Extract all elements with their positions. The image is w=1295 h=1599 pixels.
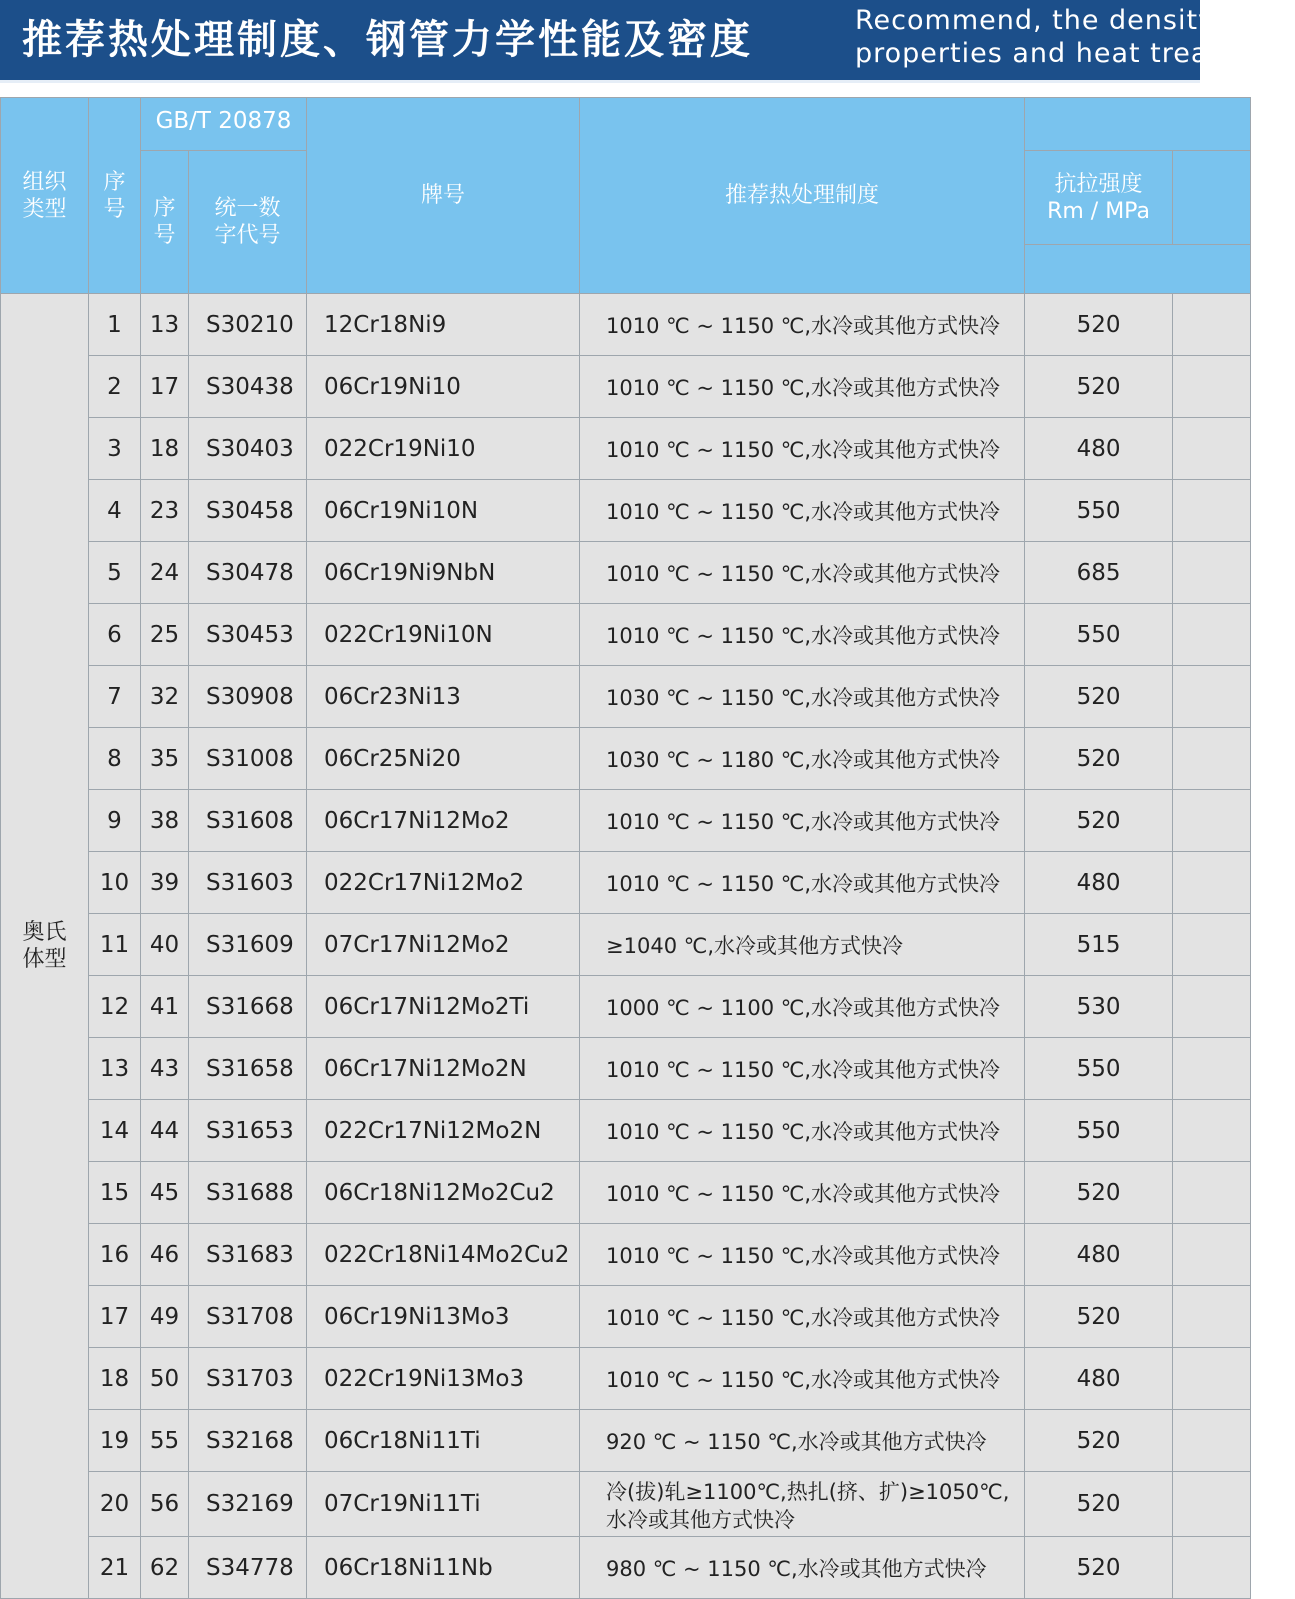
cell-seq: 2: [89, 356, 141, 418]
cell-seq: 5: [89, 542, 141, 604]
cell-unified-code: S31668: [189, 976, 307, 1038]
cell-seq: 4: [89, 480, 141, 542]
cell-seq: 20: [89, 1472, 141, 1537]
cell-std-seq: 44: [141, 1100, 189, 1162]
header-grade: 牌号: [307, 98, 580, 294]
cell-grade: 06Cr17Ni12Mo2: [307, 790, 580, 852]
cell-tensile-strength: 480: [1025, 1224, 1173, 1286]
cell-std-seq: 46: [141, 1224, 189, 1286]
table-row: [1, 1348, 1251, 1410]
cell-next-property: [1173, 356, 1251, 418]
cell-heat-treatment: 1010 ℃ ~ 1150 ℃,水冷或其他方式快冷: [580, 852, 1025, 914]
table-row: [1, 728, 1251, 790]
header-unit-row: [1025, 245, 1251, 294]
header-std-seq: 序号: [141, 151, 189, 294]
cell-unified-code: S30210: [189, 294, 307, 356]
cell-heat-treatment: 1010 ℃ ~ 1150 ℃,水冷或其他方式快冷: [580, 418, 1025, 480]
cell-next-property: [1173, 542, 1251, 604]
cell-unified-code: S30438: [189, 356, 307, 418]
cell-seq: 11: [89, 914, 141, 976]
cell-tensile-strength: 520: [1025, 356, 1173, 418]
cell-next-property: [1173, 1224, 1251, 1286]
cell-grade: 12Cr18Ni9: [307, 294, 580, 356]
header-heat-treatment: 推荐热处理制度: [580, 98, 1025, 294]
cell-tensile-strength: 520: [1025, 666, 1173, 728]
table-row: [1, 1537, 1251, 1599]
cell-std-seq: 41: [141, 976, 189, 1038]
header-standard: GB/T 20878: [141, 98, 307, 151]
header-tensile-strength: 抗拉强度 Rm / MPa: [1025, 151, 1173, 245]
cell-tensile-strength: 550: [1025, 604, 1173, 666]
cell-tensile-strength: 520: [1025, 1162, 1173, 1224]
table-row: [1, 1100, 1251, 1162]
cell-seq: 16: [89, 1224, 141, 1286]
cell-heat-treatment: 1010 ℃ ~ 1150 ℃,水冷或其他方式快冷: [580, 542, 1025, 604]
cell-grade: 06Cr19Ni10: [307, 356, 580, 418]
table-row: [1, 914, 1251, 976]
cell-grade: 06Cr23Ni13: [307, 666, 580, 728]
table-row: [1, 356, 1251, 418]
cell-grade: 06Cr18Ni11Ti: [307, 1410, 580, 1472]
cell-tensile-strength: 520: [1025, 790, 1173, 852]
cell-tensile-strength: 520: [1025, 1537, 1173, 1599]
cell-unified-code: S31703: [189, 1348, 307, 1410]
cell-grade: 022Cr18Ni14Mo2Cu2: [307, 1224, 580, 1286]
cell-seq: 17: [89, 1286, 141, 1348]
cell-tensile-strength: 520: [1025, 1286, 1173, 1348]
cell-seq: 9: [89, 790, 141, 852]
cell-tensile-strength: 520: [1025, 1472, 1173, 1537]
cell-std-seq: 17: [141, 356, 189, 418]
cell-next-property: [1173, 1286, 1251, 1348]
banner-title-en: [855, 4, 1295, 70]
cell-tensile-strength: 520: [1025, 728, 1173, 790]
cell-heat-treatment: 1010 ℃ ~ 1150 ℃,水冷或其他方式快冷: [580, 1162, 1025, 1224]
cell-tensile-strength: 480: [1025, 418, 1173, 480]
cell-std-seq: 35: [141, 728, 189, 790]
cell-heat-treatment: 1000 ℃ ~ 1100 ℃,水冷或其他方式快冷: [580, 976, 1025, 1038]
cell-seq: 3: [89, 418, 141, 480]
cell-heat-treatment: ≥1040 ℃,水冷或其他方式快冷: [580, 914, 1025, 976]
cell-std-seq: 23: [141, 480, 189, 542]
banner-title-en-line1: Recommend, the density: [855, 5, 1216, 36]
cell-unified-code: S31708: [189, 1286, 307, 1348]
cell-heat-treatment: 920 ℃ ~ 1150 ℃,水冷或其他方式快冷: [580, 1410, 1025, 1472]
cell-std-seq: 13: [141, 294, 189, 356]
cell-tensile-strength: 515: [1025, 914, 1173, 976]
cell-heat-treatment: 1030 ℃ ~ 1180 ℃,水冷或其他方式快冷: [580, 728, 1025, 790]
cell-seq: 18: [89, 1348, 141, 1410]
table-row: [1, 976, 1251, 1038]
cell-unified-code: S31008: [189, 728, 307, 790]
cell-unified-code: S34778: [189, 1537, 307, 1599]
cell-grade: 06Cr18Ni12Mo2Cu2: [307, 1162, 580, 1224]
header-seq: 序号: [89, 98, 141, 294]
cell-unified-code: S31658: [189, 1038, 307, 1100]
table-row: [1, 1224, 1251, 1286]
cell-tensile-strength: 550: [1025, 1100, 1173, 1162]
cell-grade: 022Cr17Ni12Mo2: [307, 852, 580, 914]
cell-next-property: [1173, 852, 1251, 914]
cell-next-property: [1173, 1100, 1251, 1162]
cell-heat-treatment: 1010 ℃ ~ 1150 ℃,水冷或其他方式快冷: [580, 790, 1025, 852]
cell-tensile-strength: 480: [1025, 1348, 1173, 1410]
table-body: [1, 294, 1251, 1599]
cell-seq: 6: [89, 604, 141, 666]
cell-grade: 06Cr19Ni13Mo3: [307, 1286, 580, 1348]
table-row: [1, 1410, 1251, 1472]
cell-grade: 06Cr19Ni9NbN: [307, 542, 580, 604]
cell-heat-treatment: 冷(拔)轧≥1100℃,热扎(挤、扩)≥1050℃,水冷或其他方式快冷: [580, 1472, 1025, 1537]
table-row: [1, 852, 1251, 914]
cell-std-seq: 39: [141, 852, 189, 914]
cell-heat-treatment: 1010 ℃ ~ 1150 ℃,水冷或其他方式快冷: [580, 1348, 1025, 1410]
banner-divider: [0, 80, 1200, 83]
cell-heat-treatment: 1010 ℃ ~ 1150 ℃,水冷或其他方式快冷: [580, 294, 1025, 356]
cell-next-property: [1173, 1472, 1251, 1537]
properties-table: [0, 97, 1251, 1599]
cell-std-seq: 56: [141, 1472, 189, 1537]
cell-seq: 12: [89, 976, 141, 1038]
cell-grade: 022Cr19Ni10N: [307, 604, 580, 666]
cell-next-property: [1173, 294, 1251, 356]
cell-std-seq: 43: [141, 1038, 189, 1100]
cell-grade: 022Cr19Ni10: [307, 418, 580, 480]
cell-next-property: [1173, 604, 1251, 666]
page-banner: [0, 0, 1295, 80]
cell-heat-treatment: 1010 ℃ ~ 1150 ℃,水冷或其他方式快冷: [580, 480, 1025, 542]
cell-grade: 06Cr17Ni12Mo2Ti: [307, 976, 580, 1038]
cell-grade: 06Cr25Ni20: [307, 728, 580, 790]
cell-grade: 06Cr19Ni10N: [307, 480, 580, 542]
table-row: [1, 294, 1251, 356]
cell-std-seq: 18: [141, 418, 189, 480]
cell-seq: 14: [89, 1100, 141, 1162]
cell-std-seq: 24: [141, 542, 189, 604]
table-row: [1, 1472, 1251, 1537]
header-unified-code: 统一数字代号: [189, 151, 307, 294]
cell-heat-treatment: 1010 ℃ ~ 1150 ℃,水冷或其他方式快冷: [580, 356, 1025, 418]
cell-seq: 15: [89, 1162, 141, 1224]
table-row: [1, 604, 1251, 666]
cell-tensile-strength: 550: [1025, 480, 1173, 542]
cell-std-seq: 55: [141, 1410, 189, 1472]
cell-seq: 21: [89, 1537, 141, 1599]
properties-table-wrapper: [0, 97, 1200, 1581]
cell-seq: 19: [89, 1410, 141, 1472]
cell-heat-treatment: 1010 ℃ ~ 1150 ℃,水冷或其他方式快冷: [580, 1038, 1025, 1100]
cell-next-property: [1173, 666, 1251, 728]
cell-tensile-strength: 520: [1025, 1410, 1173, 1472]
cell-unified-code: S30908: [189, 666, 307, 728]
cell-unified-code: S31603: [189, 852, 307, 914]
cell-std-seq: 38: [141, 790, 189, 852]
cell-unified-code: S30403: [189, 418, 307, 480]
cell-unified-code: S30478: [189, 542, 307, 604]
cell-unified-code: S30458: [189, 480, 307, 542]
cell-next-property: [1173, 790, 1251, 852]
cell-std-seq: 50: [141, 1348, 189, 1410]
cell-std-seq: 45: [141, 1162, 189, 1224]
cell-next-property: [1173, 1162, 1251, 1224]
cell-unified-code: S31688: [189, 1162, 307, 1224]
cell-tensile-strength: 520: [1025, 294, 1173, 356]
table-row: [1, 790, 1251, 852]
cell-heat-treatment: 1010 ℃ ~ 1150 ℃,水冷或其他方式快冷: [580, 1100, 1025, 1162]
table-row: [1, 418, 1251, 480]
cell-unified-code: S31608: [189, 790, 307, 852]
cell-heat-treatment: 980 ℃ ~ 1150 ℃,水冷或其他方式快冷: [580, 1537, 1025, 1599]
cell-unified-code: S31653: [189, 1100, 307, 1162]
cell-seq: 10: [89, 852, 141, 914]
table-row: [1, 1162, 1251, 1224]
cell-tensile-strength: 530: [1025, 976, 1173, 1038]
cell-unified-code: S32169: [189, 1472, 307, 1537]
cell-heat-treatment: 1010 ℃ ~ 1150 ℃,水冷或其他方式快冷: [580, 1224, 1025, 1286]
cell-next-property: [1173, 480, 1251, 542]
cell-tensile-strength: 550: [1025, 1038, 1173, 1100]
table-row: [1, 666, 1251, 728]
header-structure-type: 组织类型: [1, 98, 89, 294]
cell-std-seq: 62: [141, 1537, 189, 1599]
cell-heat-treatment: 1030 ℃ ~ 1150 ℃,水冷或其他方式快冷: [580, 666, 1025, 728]
group-label-austenitic: 奥氏体型: [1, 294, 89, 1599]
cell-seq: 1: [89, 294, 141, 356]
cell-next-property: [1173, 914, 1251, 976]
header-mechanical-group: [1025, 98, 1251, 151]
cell-std-seq: 32: [141, 666, 189, 728]
cell-tensile-strength: 480: [1025, 852, 1173, 914]
cell-seq: 13: [89, 1038, 141, 1100]
cell-next-property: [1173, 976, 1251, 1038]
cell-seq: 8: [89, 728, 141, 790]
table-row: [1, 542, 1251, 604]
cell-std-seq: 25: [141, 604, 189, 666]
cell-grade: 07Cr19Ni11Ti: [307, 1472, 580, 1537]
cell-grade: 022Cr19Ni13Mo3: [307, 1348, 580, 1410]
cell-unified-code: S31683: [189, 1224, 307, 1286]
cell-unified-code: S32168: [189, 1410, 307, 1472]
cell-tensile-strength: 685: [1025, 542, 1173, 604]
cell-next-property: [1173, 1410, 1251, 1472]
cell-grade: 06Cr17Ni12Mo2N: [307, 1038, 580, 1100]
cell-seq: 7: [89, 666, 141, 728]
cell-next-property: [1173, 1537, 1251, 1599]
cell-grade: 07Cr17Ni12Mo2: [307, 914, 580, 976]
cell-next-property: [1173, 1038, 1251, 1100]
cell-heat-treatment: 1010 ℃ ~ 1150 ℃,水冷或其他方式快冷: [580, 604, 1025, 666]
cell-grade: 022Cr17Ni12Mo2N: [307, 1100, 580, 1162]
cell-unified-code: S30453: [189, 604, 307, 666]
table-row: [1, 1038, 1251, 1100]
cell-grade: 06Cr18Ni11Nb: [307, 1537, 580, 1599]
cell-next-property: [1173, 728, 1251, 790]
cell-std-seq: 40: [141, 914, 189, 976]
cell-std-seq: 49: [141, 1286, 189, 1348]
banner-title-zh: 推荐热处理制度、钢管力学性能及密度: [22, 17, 753, 63]
table-row: [1, 480, 1251, 542]
cell-next-property: [1173, 418, 1251, 480]
cell-unified-code: S31609: [189, 914, 307, 976]
table-row: [1, 1286, 1251, 1348]
header-next-property: [1173, 151, 1251, 245]
banner-title-en-line2: properties and heat treatment: [855, 38, 1295, 69]
cell-heat-treatment: 1010 ℃ ~ 1150 ℃,水冷或其他方式快冷: [580, 1286, 1025, 1348]
cell-next-property: [1173, 1348, 1251, 1410]
